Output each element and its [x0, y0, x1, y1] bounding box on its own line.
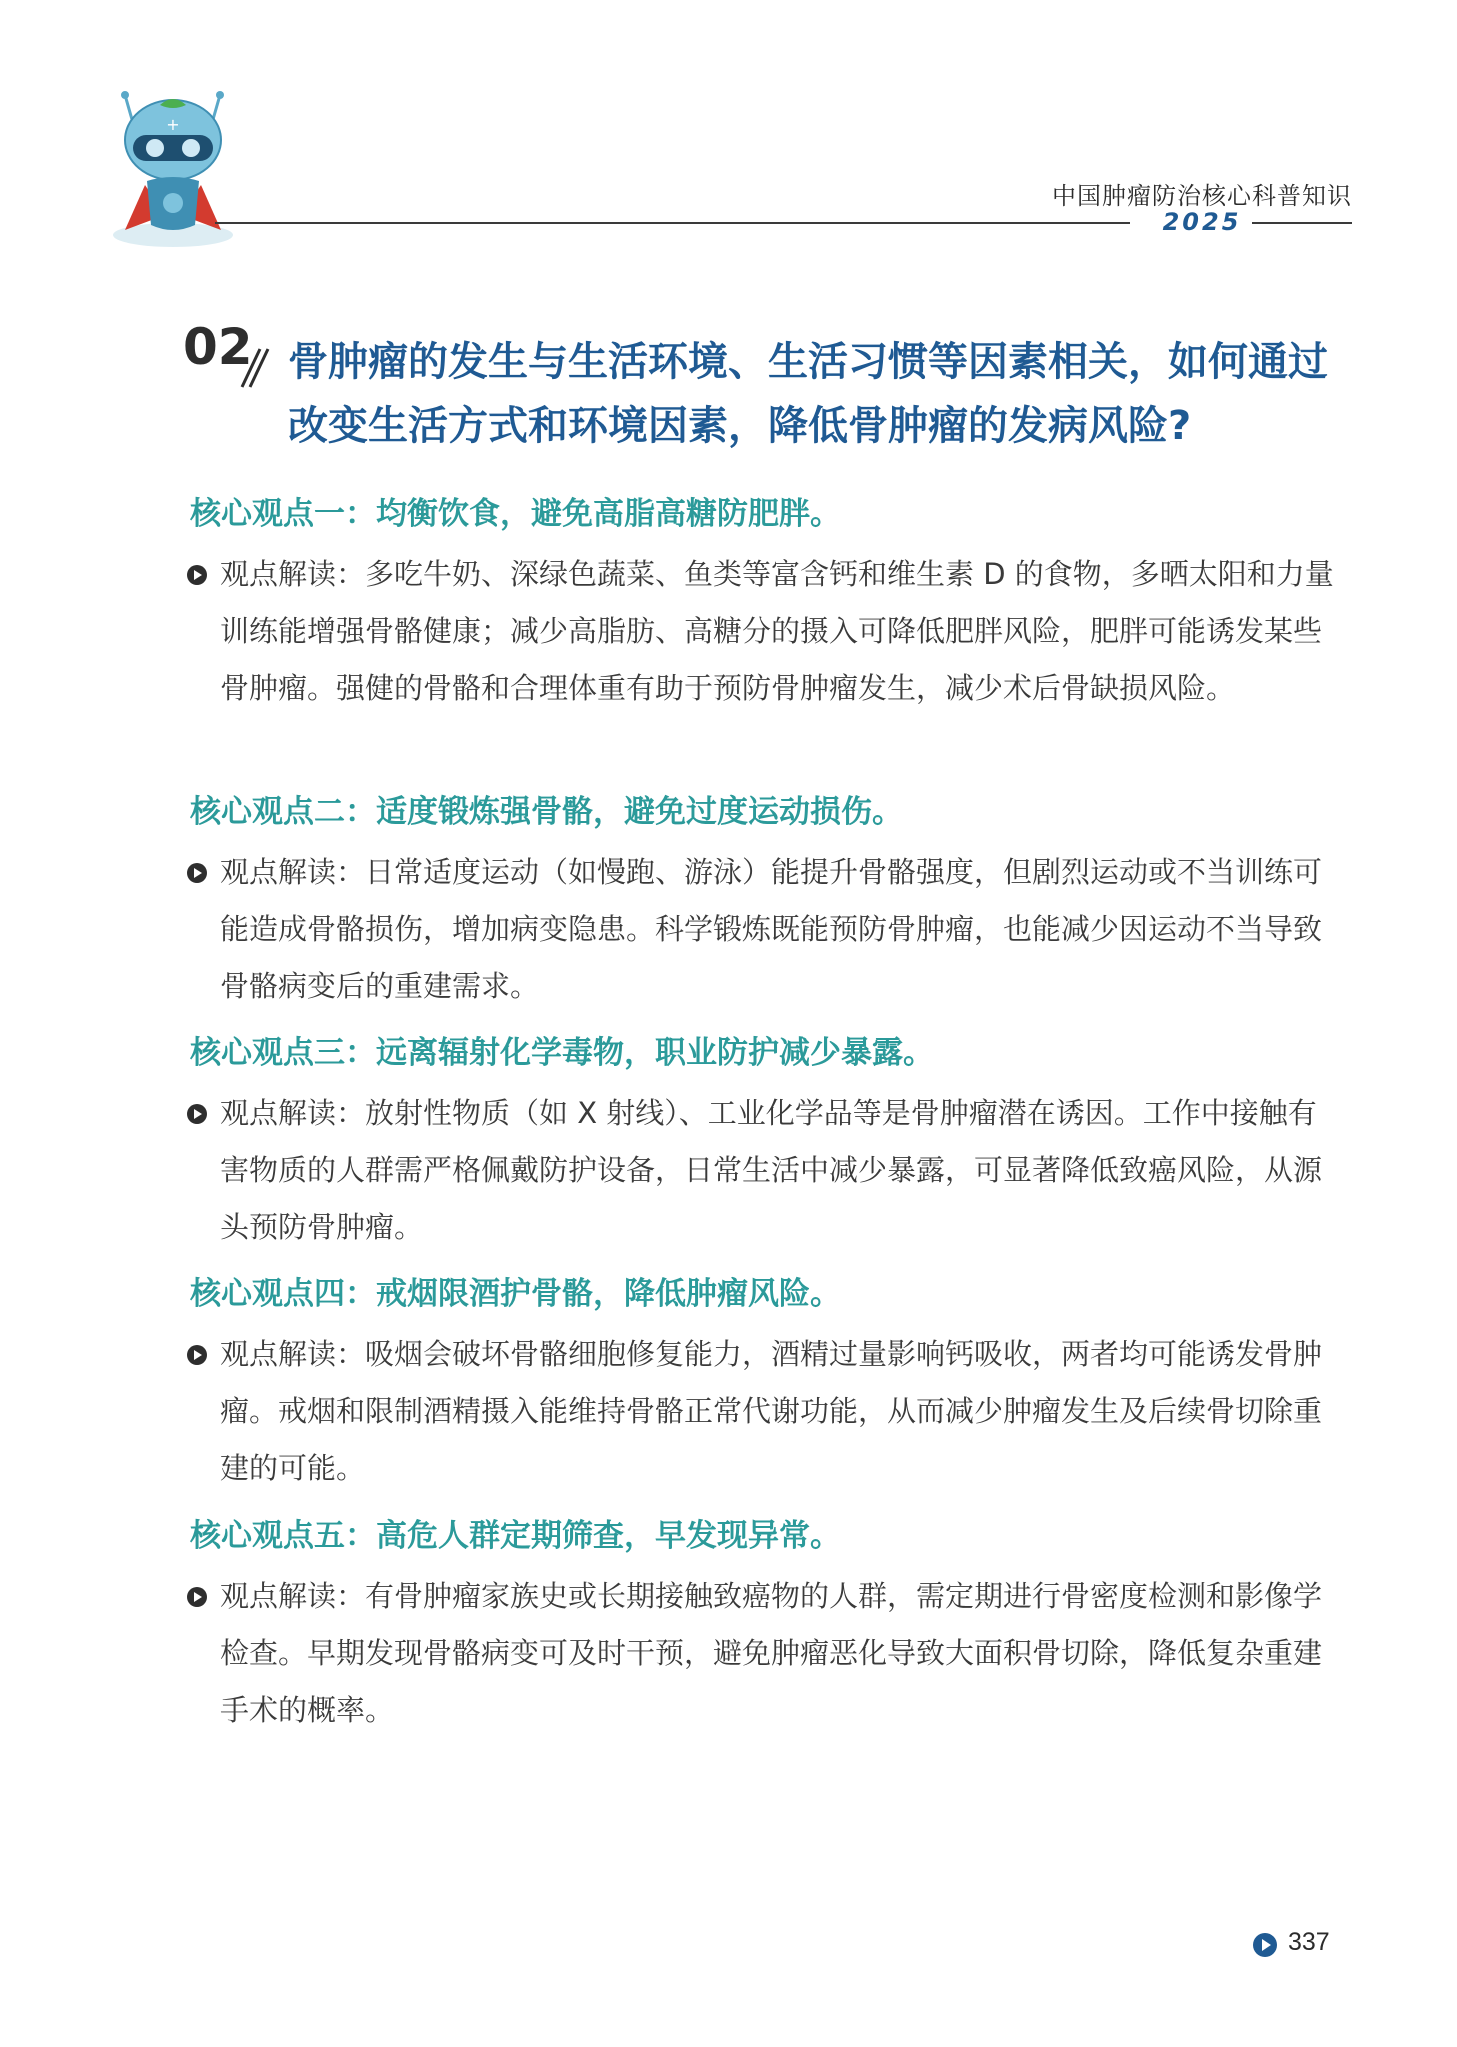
- point-heading-3: 核心观点三：远离辐射化学毒物，职业防护减少暴露。: [190, 1035, 934, 1071]
- bullet-icon: [187, 1104, 207, 1124]
- point-explanation-2: 观点解读：日常适度运动（如慢跑、游泳）能提升骨骼强度，但剧烈运动或不当训练可能造成骨骼损伤，增加病变隐患。科学锻炼既能预防骨肿瘤，也能减少因运动不当导致骨骼病变后的重建需求。: [220, 855, 1323, 1003]
- page-number: 337: [1288, 1928, 1330, 1956]
- bullet-icon: [187, 565, 207, 585]
- point-explanation-5: 观点解读：有骨肿瘤家族史或长期接触致癌物的人群，需定期进行骨密度检测和影像学检查。早期发现骨骼病变可及时干预，避免肿瘤恶化导致大面积骨切除，降低复杂重建手术的概率。: [220, 1579, 1323, 1727]
- point-explanation-3: 观点解读：放射性物质（如 X 射线）、工业化学品等是骨肿瘤潜在诱因。工作中接触有害物质的人群需严格佩戴防护设备，日常生活中减少暴露，可显著降低致癌风险，从源头预防骨肿瘤。: [220, 1096, 1323, 1244]
- header-divider: [215, 222, 1130, 224]
- slash-decoration-icon: [238, 345, 270, 389]
- bullet-icon: [187, 863, 207, 883]
- bullet-icon: [187, 1345, 207, 1365]
- point-explanation-4: 观点解读：吸烟会破坏骨骼细胞修复能力，酒精过量影响钙吸收，两者均可能诱发骨肿瘤。戒烟和限制酒精摄入能维持骨骼正常代谢功能，从而减少肿瘤发生及后续骨切除重建的可能。: [220, 1337, 1323, 1485]
- point-heading-4: 核心观点四：戒烟限酒护骨骼，降低肿瘤风险。: [190, 1276, 841, 1312]
- point-heading-1: 核心观点一：均衡饮食，避免高脂高糖防肥胖。: [190, 496, 841, 532]
- point-explanation-1: 观点解读：多吃牛奶、深绿色蔬菜、鱼类等富含钙和维生素 D 的食物，多晒太阳和力量训练能增强骨骼健康；减少高脂肪、高糖分的摄入可降低肥胖风险，肥胖可能诱发某些骨肿瘤。强健的骨骼和合理体重有助于预防骨肿瘤发生，减少术后骨缺损风险。: [220, 557, 1334, 705]
- point-heading-2: 核心观点二：适度锻炼强骨骼，避免过度运动损伤。: [190, 794, 903, 830]
- robot-mascot-icon: [105, 85, 240, 250]
- svg-text:+: +: [166, 115, 180, 134]
- page-arrow-icon: [1253, 1933, 1277, 1957]
- bullet-icon: [187, 1587, 207, 1607]
- header-title: 中国肿瘤防治核心科普知识: [1052, 182, 1352, 210]
- header-year: 2025: [1162, 208, 1242, 236]
- header-divider-right: [1252, 222, 1352, 224]
- question-title: 骨肿瘤的发生与生活环境、生活习惯等因素相关，如何通过改变生活方式和环境因素，降低骨肿瘤的发病风险?: [288, 339, 1328, 449]
- question-number: 02: [183, 318, 253, 376]
- point-heading-5: 核心观点五：高危人群定期筛查，早发现异常。: [190, 1518, 841, 1554]
